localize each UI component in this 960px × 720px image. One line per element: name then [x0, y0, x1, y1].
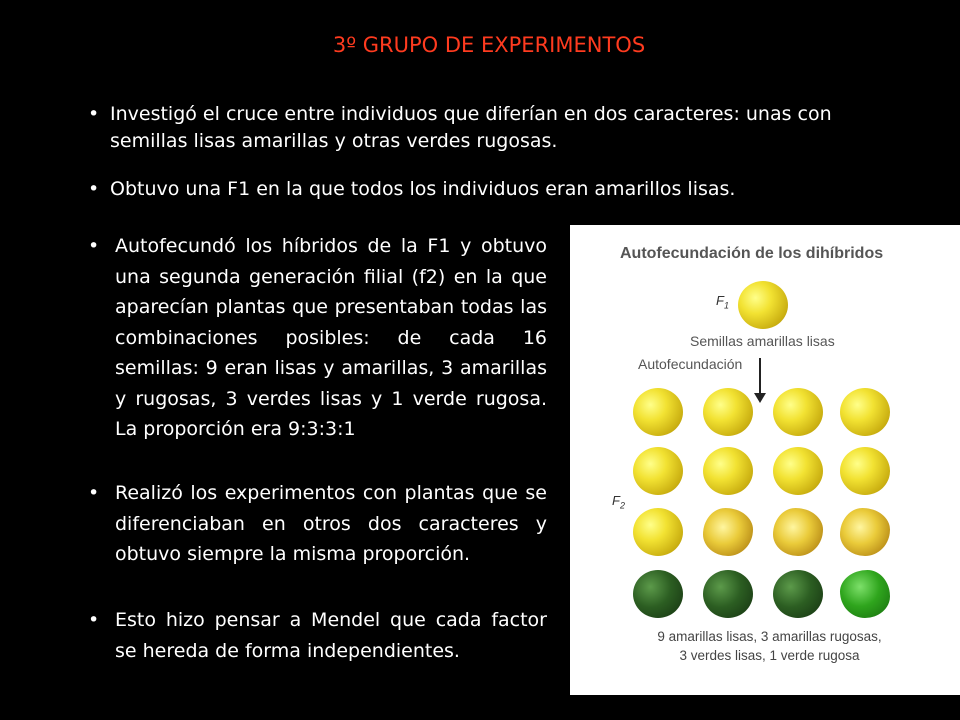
seed-smooth-yellow	[840, 447, 890, 495]
caption-line-2: 3 verdes lisas, 1 verde rugosa	[679, 648, 860, 663]
seed-smooth-yellow	[633, 388, 683, 436]
seed-wrinkled-yellow	[773, 508, 823, 556]
dihybrid-figure	[570, 225, 960, 695]
arrow-down-head	[754, 393, 766, 403]
seed-smooth-green	[703, 570, 753, 618]
seed-smooth-yellow	[633, 447, 683, 495]
slide-title: 3º GRUPO DE EXPERIMENTOS	[332, 33, 646, 57]
figure-title: Autofecundación de los dihíbridos	[620, 245, 884, 262]
figure-caption	[570, 627, 960, 665]
bullet-text: Autofecundó los híbridos de la F1 y obtuvo una segunda generación filial (f2) en la que aparecían plantas que presentaban todas las combinaciones posibles: de cada 16 semillas: 9 eran lisas y amarillas, 3 amarillas y rugosas, 3 verdes lisas y 1 verde rugosa. La proporción era 9:3:3:1	[115, 235, 547, 440]
bullet-text: Obtuvo una F1 en la que todos los individuos eran amarillos lisas.	[110, 178, 736, 200]
seed-smooth-yellow	[633, 508, 683, 556]
bullet-item	[88, 176, 870, 203]
seed-smooth-yellow	[840, 388, 890, 436]
bullet-item	[88, 231, 547, 445]
seed-smooth-yellow	[773, 388, 823, 436]
bullet-item	[88, 101, 870, 155]
arrow-down	[759, 358, 761, 398]
seed-wrinkled-yellow	[840, 508, 890, 556]
bullet-item	[88, 478, 547, 570]
f1-seed	[738, 281, 788, 329]
bullet-dot: •	[88, 178, 100, 200]
seed-smooth-yellow	[703, 388, 753, 436]
bullet-text: Investigó el cruce entre individuos que diferían en dos caracteres: unas con semillas lisas amarillas y otras verdes rugosas.	[110, 103, 832, 152]
bullet-item	[88, 605, 547, 666]
seed-smooth-green	[773, 570, 823, 618]
f2-label: $F_2$	[612, 493, 625, 511]
bullet-text: Esto hizo pensar a Mendel que cada factor se hereda de forma independientes.	[115, 609, 547, 662]
bullet-dot: •	[88, 609, 100, 631]
seed-wrinkled-yellow	[703, 508, 753, 556]
seed-smooth-green	[633, 570, 683, 618]
bullet-text: Realizó los experimentos con plantas que se diferenciaban en otros dos caracteres y obtuvo siempre la misma proporción.	[115, 482, 547, 565]
caption-line-1: 9 amarillas lisas, 3 amarillas rugosas,	[657, 629, 882, 644]
seed-wrinkled-green	[840, 570, 890, 618]
seed-smooth-yellow	[773, 447, 823, 495]
bullet-dot: •	[88, 482, 100, 504]
bullet-dot: •	[88, 103, 100, 125]
f1-label: $F_1$	[716, 293, 729, 311]
process-label: Autofecundación	[638, 356, 743, 372]
f1-caption: Semillas amarillas lisas	[690, 333, 835, 349]
seed-smooth-yellow	[703, 447, 753, 495]
bullet-dot: •	[88, 235, 100, 257]
